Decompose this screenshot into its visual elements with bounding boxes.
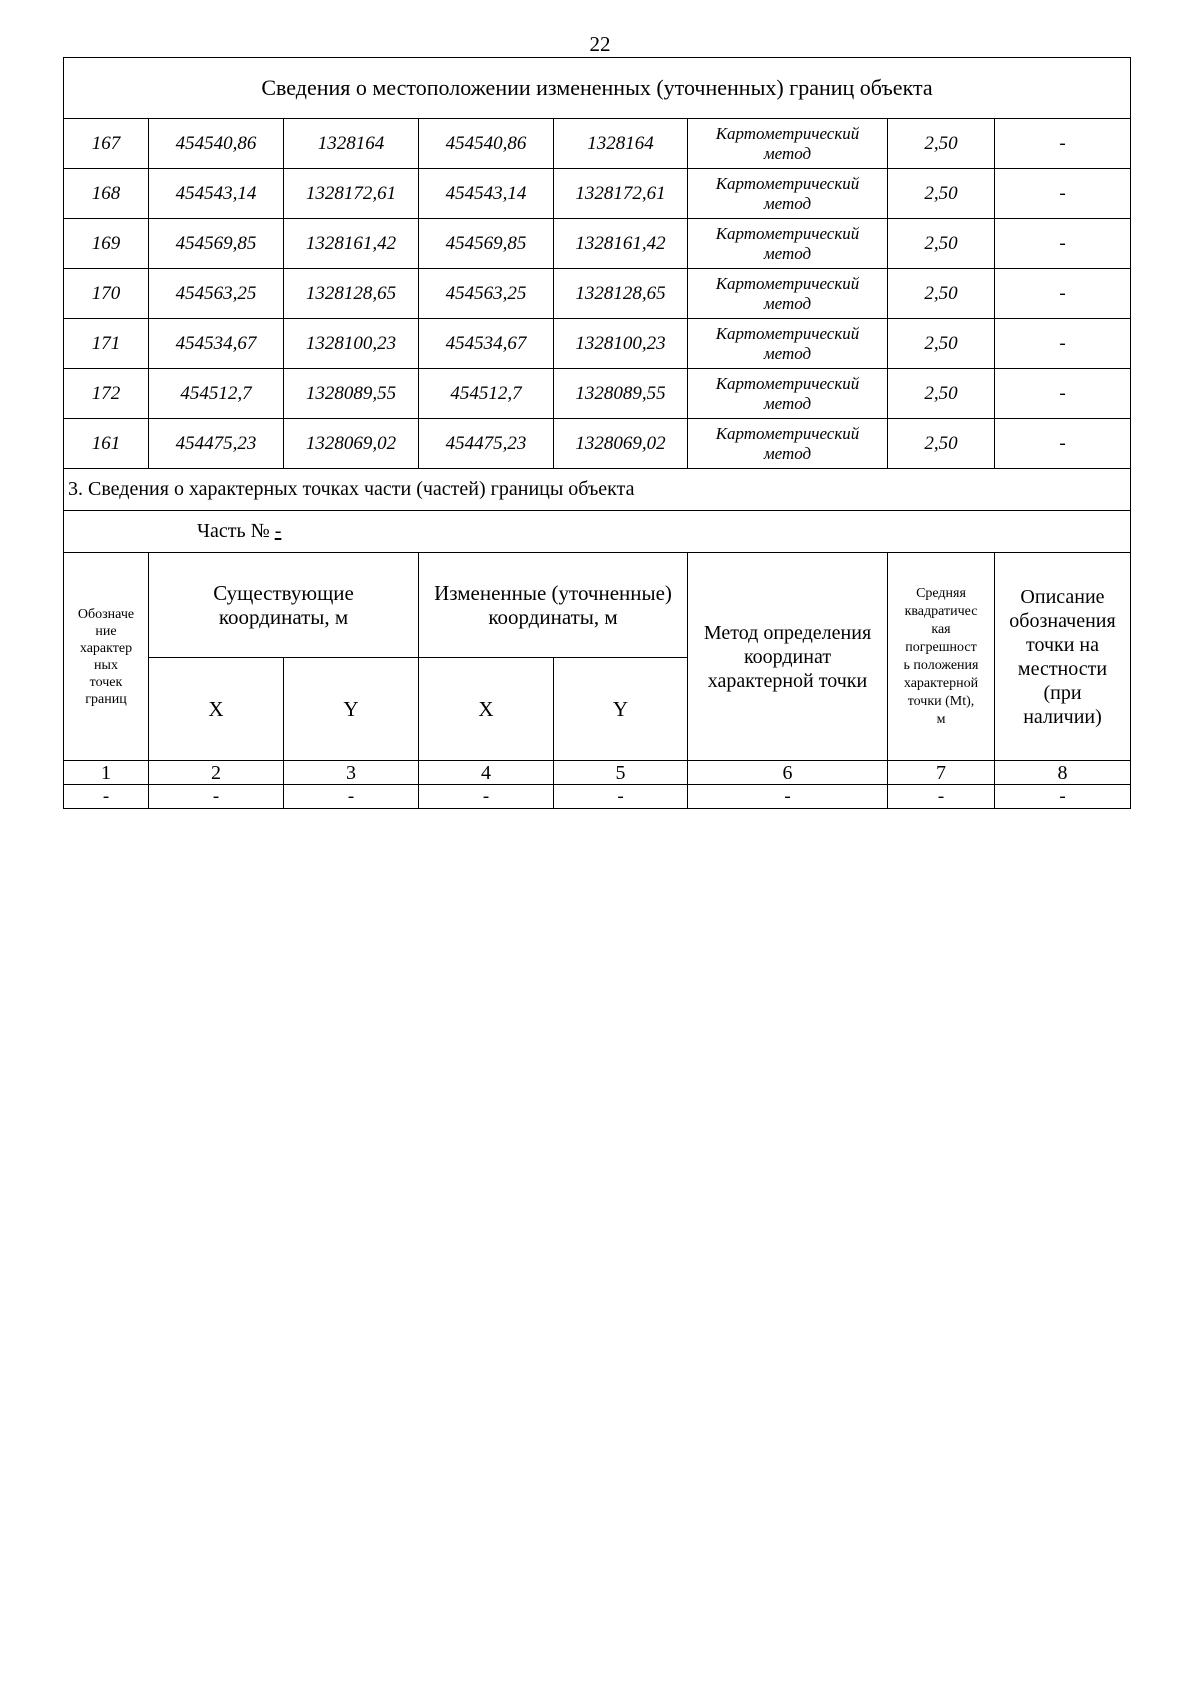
description-value: - [995, 419, 1131, 469]
parts-section-row [64, 469, 1131, 511]
method-line-2: метод [763, 293, 812, 313]
header-changed-coordinates: Измененные (уточненные) координаты, м [419, 553, 688, 658]
method-cell [688, 219, 888, 269]
empty-cell: - [419, 785, 554, 809]
column-number-row [64, 761, 1131, 785]
parts-section-title: 3. Сведения о характерных точках части (частей) границы объекта [64, 469, 1131, 511]
changed-y: 1328128,65 [554, 269, 688, 319]
existing-y: 1328100,23 [284, 319, 419, 369]
changed-x: 454512,7 [419, 369, 554, 419]
column-number: 2 [149, 761, 284, 785]
description-value: - [995, 169, 1131, 219]
changed-x: 454540,86 [419, 119, 554, 169]
existing-x: 454543,14 [149, 169, 284, 219]
column-number: 6 [688, 761, 888, 785]
method-cell [688, 119, 888, 169]
description-value: - [995, 269, 1131, 319]
existing-x: 454569,85 [149, 219, 284, 269]
description-value: - [995, 369, 1131, 419]
point-id: 170 [64, 269, 149, 319]
column-number: 1 [64, 761, 149, 785]
header-changed-y: Y [554, 658, 688, 761]
method-line-2: метод [763, 193, 812, 213]
empty-cell: - [888, 785, 995, 809]
point-id: 171 [64, 319, 149, 369]
method-line-1: Картометрический [715, 273, 860, 293]
changed-x: 454563,25 [419, 269, 554, 319]
existing-y: 1328172,61 [284, 169, 419, 219]
method-line-1: Картометрический [715, 323, 860, 343]
empty-cell: - [995, 785, 1131, 809]
point-id: 167 [64, 119, 149, 169]
mt-value: 2,50 [888, 369, 995, 419]
existing-y: 1328161,42 [284, 219, 419, 269]
method-cell [688, 419, 888, 469]
table-row [64, 219, 1131, 269]
mt-value: 2,50 [888, 169, 995, 219]
existing-x: 454540,86 [149, 119, 284, 169]
mt-value: 2,50 [888, 319, 995, 369]
changed-x: 454543,14 [419, 169, 554, 219]
method-line-2: метод [763, 343, 812, 363]
empty-cell: - [64, 785, 149, 809]
changed-y: 1328069,02 [554, 419, 688, 469]
table-row [64, 169, 1131, 219]
part-number-label: Часть № [197, 520, 275, 542]
mt-value: 2,50 [888, 219, 995, 269]
point-id: 168 [64, 169, 149, 219]
header-point-designation: Обозначе ние характер ных точек границ [64, 553, 149, 761]
table-row [64, 119, 1131, 169]
header-mean-square-error: Средняя квадратичес кая погрешност ь положения характерной точки (Mt), м [888, 553, 995, 761]
existing-x: 454512,7 [149, 369, 284, 419]
mt-value: 2,50 [888, 269, 995, 319]
description-value: - [995, 319, 1131, 369]
part-number-row [64, 511, 1131, 553]
table-row [64, 419, 1131, 469]
method-line-2: метод [763, 393, 812, 413]
method-line-2: метод [763, 443, 812, 463]
method-line-1: Картометрический [715, 223, 860, 243]
section-title-row [64, 58, 1131, 119]
table-row [64, 369, 1131, 419]
table-row [64, 785, 1131, 809]
empty-cell: - [149, 785, 284, 809]
changed-x: 454534,67 [419, 319, 554, 369]
table-row [64, 319, 1131, 369]
method-line-2: метод [763, 243, 812, 263]
changed-x: 454569,85 [419, 219, 554, 269]
method-cell [688, 369, 888, 419]
method-cell [688, 269, 888, 319]
method-line-1: Картометрический [715, 173, 860, 193]
header-existing-coordinates: Существующие координаты, м [149, 553, 419, 658]
point-id: 169 [64, 219, 149, 269]
empty-cell: - [284, 785, 419, 809]
existing-y: 1328089,55 [284, 369, 419, 419]
changed-y: 1328089,55 [554, 369, 688, 419]
mt-value: 2,50 [888, 419, 995, 469]
header-method: Метод определения координат характерной точки [688, 553, 888, 761]
method-line-1: Картометрический [715, 373, 860, 393]
header-row [64, 553, 1131, 658]
header-changed-x: X [419, 658, 554, 761]
point-id: 172 [64, 369, 149, 419]
method-line-1: Картометрический [715, 423, 860, 443]
description-value: - [995, 219, 1131, 269]
part-number-value: - [274, 520, 282, 542]
existing-y: 1328128,65 [284, 269, 419, 319]
mt-value: 2,50 [888, 119, 995, 169]
boundary-points-table [63, 57, 1131, 809]
column-number: 7 [888, 761, 995, 785]
existing-x: 454534,67 [149, 319, 284, 369]
column-number: 4 [419, 761, 554, 785]
method-line-2: метод [763, 143, 812, 163]
empty-cell: - [688, 785, 888, 809]
column-number: 3 [284, 761, 419, 785]
header-point-description: Описание обозначения точки на местности (при наличии) [995, 553, 1131, 761]
page-number: 22 [589, 32, 611, 56]
changed-y: 1328161,42 [554, 219, 688, 269]
changed-y: 1328100,23 [554, 319, 688, 369]
existing-x: 454475,23 [149, 419, 284, 469]
table-row [64, 269, 1131, 319]
changed-y: 1328164 [554, 119, 688, 169]
header-existing-y: Y [284, 658, 419, 761]
existing-x: 454563,25 [149, 269, 284, 319]
column-number: 8 [995, 761, 1131, 785]
header-existing-x: X [149, 658, 284, 761]
description-value: - [995, 119, 1131, 169]
point-id: 161 [64, 419, 149, 469]
existing-y: 1328164 [284, 119, 419, 169]
empty-cell: - [554, 785, 688, 809]
changed-y: 1328172,61 [554, 169, 688, 219]
method-line-1: Картометрический [715, 123, 860, 143]
method-cell [688, 169, 888, 219]
section-title: Сведения о местоположении измененных (уточненных) границ объекта [64, 58, 1131, 119]
column-number: 5 [554, 761, 688, 785]
changed-x: 454475,23 [419, 419, 554, 469]
existing-y: 1328069,02 [284, 419, 419, 469]
part-number-cell [64, 511, 1131, 553]
method-cell [688, 319, 888, 369]
